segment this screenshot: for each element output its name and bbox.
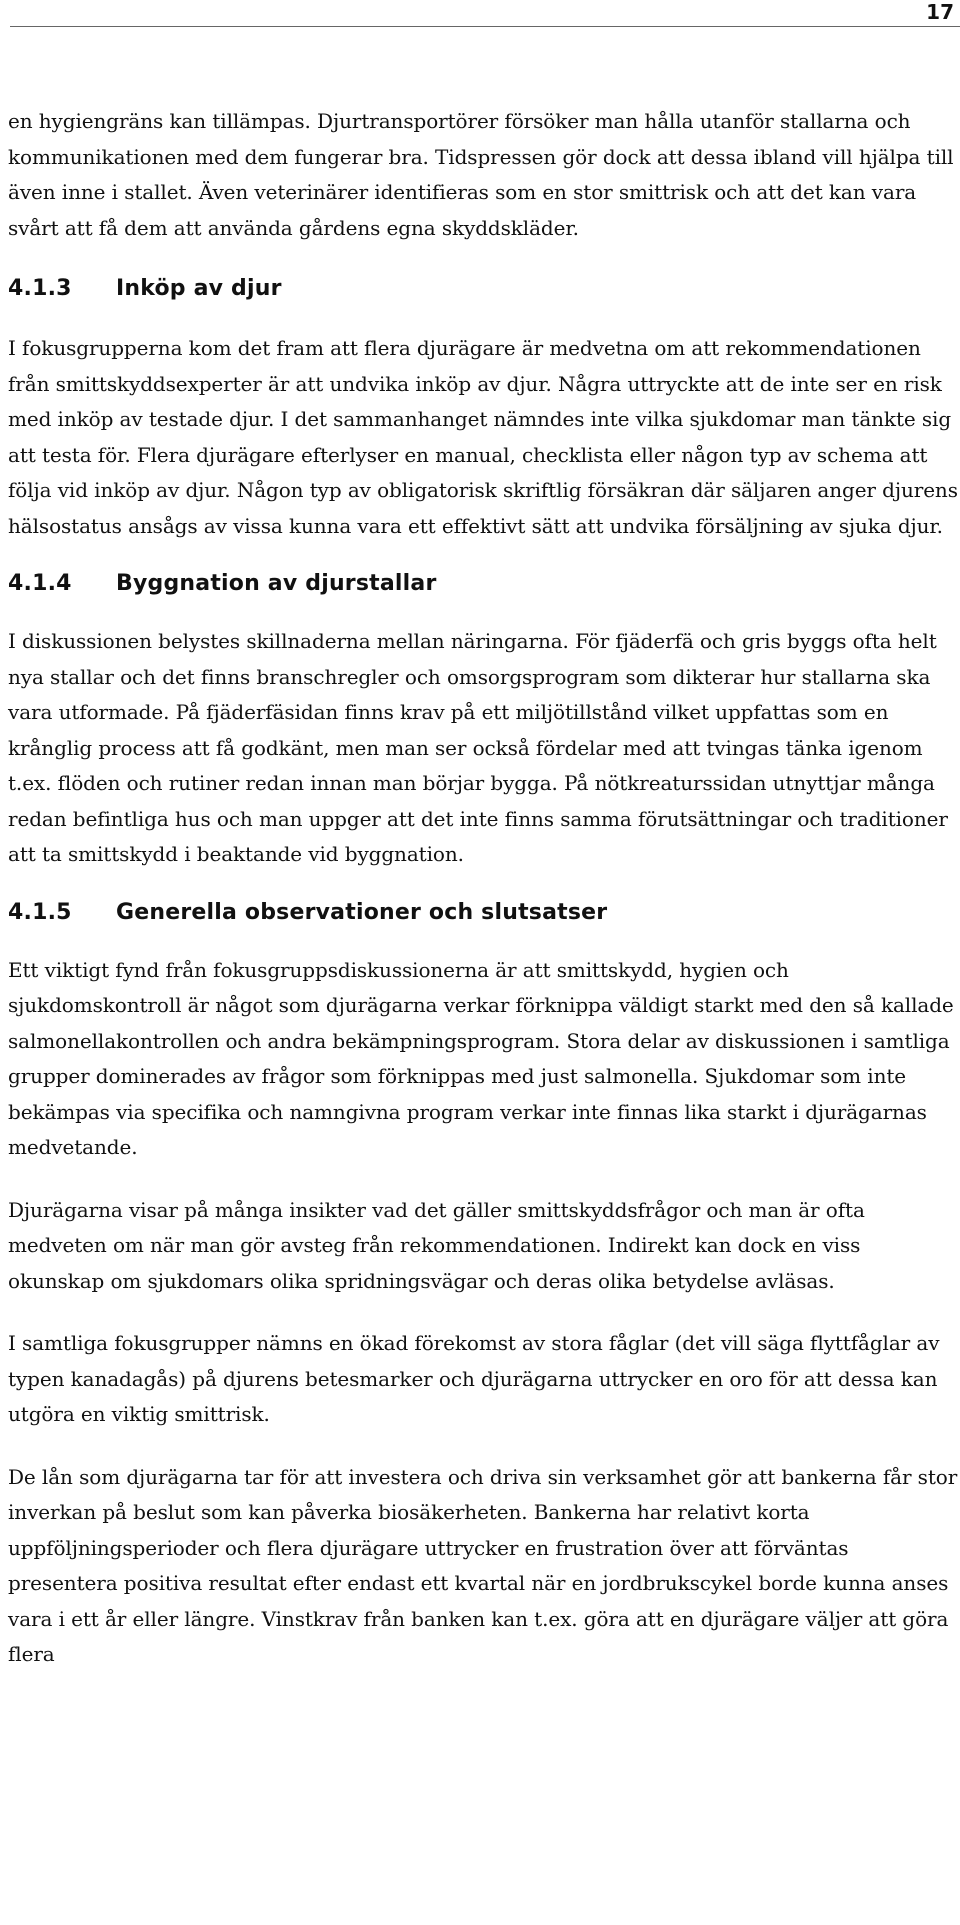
- section-title: Inköp av djur: [116, 276, 282, 301]
- body-paragraph: Djurägarna visar på många insikter vad det gäller smittskyddsfrågor och man är ofta medveten om när man gör avsteg från rekommendationen. Indirekt kan dock en viss okunskap om sjukdomars olika spridningsvägar och deras olika betydelse avläsas.: [8, 1197, 865, 1293]
- page-content: [8, 104, 958, 1673]
- body-paragraph: I diskussionen belystes skillnaderna mellan näringarna. För fjäderfä och gris byggs ofta helt nya stallar och det finns branschregler och omsorgsprogram som dikterar hur stallarna ska vara utformade. På fjäderfäsidan finns krav på ett miljötillstånd vilket uppfattas som en krånglig process att få godkänt, men man ser också fördelar med att tvingas tänka igenom t.ex. flöden och rutiner redan innan man börjar bygga. På nötkreaturssidan utnyttjar många redan befintliga hus och man uppger att det inte finns samma förutsättningar och traditioner att ta smittskydd i beaktande vid byggnation.: [8, 629, 948, 866]
- section-title: Byggnation av djurstallar: [116, 571, 437, 596]
- section-number: 4.1.4: [8, 571, 72, 596]
- page-number: 17: [926, 0, 954, 24]
- header-rule: [10, 26, 960, 27]
- body-paragraph: Ett viktigt fynd från fokusgruppsdiskussionerna är att smittskydd, hygien och sjukdomskontroll är något som djurägarna verkar förknippa väldigt starkt med den så kallade salmonellakontrollen och andra bekämpningsprogram. Stora delar av diskussionen i samtliga grupper dominerades av frågor som förknippas med just salmonella. Sjukdomar som inte bekämpas via specifika och namngivna program verkar inte finnas lika starkt i djurägarnas medvetande.: [8, 957, 954, 1159]
- section-heading-inkop-av-djur: [8, 274, 958, 304]
- body-paragraph: De lån som djurägarna tar för att investera och driva sin verksamhet gör att bankerna får stor inverkan på beslut som kan påverka biosäkerheten. Bankerna har relativt korta uppföljningsperioder och flera djurägare uttrycker en frustration över att förväntas presentera positiva resultat efter endast ett kvartal när en jordbrukscykel borde kunna anses vara i ett år eller längre. Vinstkrav från banken kan t.ex. göra att en djurägare väljer att göra flera: [8, 1464, 958, 1666]
- body-paragraph: I samtliga fokusgrupper nämns en ökad förekomst av stora fåglar (det vill säga flyttfåglar av typen kanadagås) på djurens betesmarker och djurägarna uttrycker en oro för att dessa kan utgöra en viktig smittrisk.: [8, 1331, 940, 1426]
- section-heading-generella-observationer: [8, 898, 958, 928]
- section-title: Generella observationer och slutsatser: [116, 899, 608, 925]
- document-page: [8, 0, 960, 1925]
- intro-paragraph: en hygiengräns kan tillämpas. Djurtransportörer försöker man hålla utanför stallarna och kommunikationen med dem fungerar bra. Tidspressen gör dock att dessa ibland vill hjälpa till även inne i stallet. Även veterinärer identifieras som en stor smittrisk och att det kan vara svårt att få dem att använda gårdens egna skyddskläder.: [8, 109, 954, 240]
- section-number: 4.1.5: [8, 899, 72, 925]
- section-heading-byggnation-av-djurstallar: [8, 569, 958, 599]
- body-paragraph: I fokusgrupperna kom det fram att flera djurägare är medvetna om att rekommendationen från smittskyddsexperter är att undvika inköp av djur. Några uttryckte att de inte ser en risk med inköp av testade djur. I det sammanhanget nämndes inte vilka sjukdomar man tänkte sig att testa för. Flera djurägare efterlyser en manual, checklista eller någon typ av schema att följa vid inköp av djur. Någon typ av obligatorisk skriftlig försäkran där säljaren anger djurens hälsostatus ansågs av vissa kunna vara ett effektivt sätt att undvika försäljning av sjuka djur.: [8, 336, 958, 538]
- section-number: 4.1.3: [8, 276, 72, 301]
